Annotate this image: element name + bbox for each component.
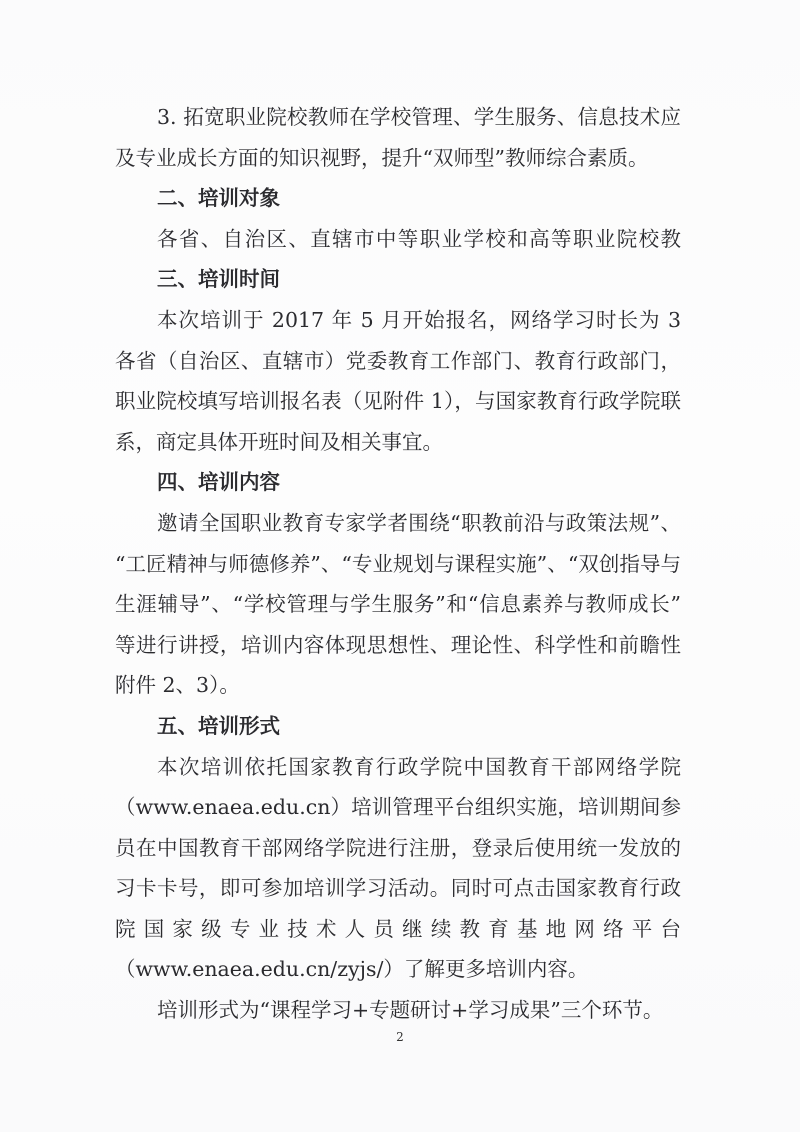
body-line: 附件 2、3）。 xyxy=(115,673,240,698)
body-line: （www.enaea.edu.cn/zyjs/）了解更多培训内容。 xyxy=(115,957,589,982)
body-line: 员在中国教育干部网络学院进行注册，登录后使用统一发放的 xyxy=(115,835,681,860)
section-heading: 五、培训形式 xyxy=(157,713,280,738)
body-line: 本次培训依托国家教育行政学院中国教育干部网络学院 xyxy=(157,754,681,779)
section-heading: 二、培训对象 xyxy=(157,186,280,211)
body-line: 及专业成长方面的知识视野，提升“双师型”教师综合素质。 xyxy=(115,145,649,170)
body-line: 习卡卡号，即可参加培训学习活动。同时可点击国家教育行政 xyxy=(115,876,681,901)
body-line: （www.enaea.edu.cn）培训管理平台组织实施，培训期间参 xyxy=(115,795,681,820)
body-line: 各省（自治区、直辖市）党委教育工作部门、教育行政部门， xyxy=(115,348,681,373)
body-line: 3. 拓宽职业院校教师在学校管理、学生服务、信息技术应 xyxy=(157,105,681,129)
body-line: 各省、自治区、直辖市中等职业学校和高等职业院校教 xyxy=(157,226,681,251)
body-line: 职业院校填写培训报名表（见附件 1），与国家教育行政学院联 xyxy=(115,389,681,414)
body-line: 系，商定具体开班时间及相关事宜。 xyxy=(115,429,443,454)
body-line: 院国家级专业技术人员继续教育基地网络平台 xyxy=(115,916,681,941)
body-line: 等进行讲授，培训内容体现思想性、理论性、科学性和前瞻性 xyxy=(115,632,681,657)
body-line: “工匠精神与师德修养”、“专业规划与课程实施”、“双创指导与 xyxy=(115,551,681,576)
body-line: 培训形式为“课程学习+专题研讨+学习成果”三个环节。 xyxy=(157,998,664,1023)
body-line: 邀请全国职业教育专家学者围绕“职教前沿与政策法规”、 xyxy=(157,510,681,535)
section-heading: 三、培训时间 xyxy=(157,267,280,292)
document-body xyxy=(115,97,681,1031)
body-line: 本次培训于 2017 年 5 月开始报名，网络学习时长为 3 xyxy=(157,307,681,332)
page-number: 2 xyxy=(396,1030,404,1044)
section-heading: 四、培训内容 xyxy=(157,470,280,495)
body-line: 生涯辅导”、“学校管理与学生服务”和“信息素养与教师成长” xyxy=(115,592,681,617)
